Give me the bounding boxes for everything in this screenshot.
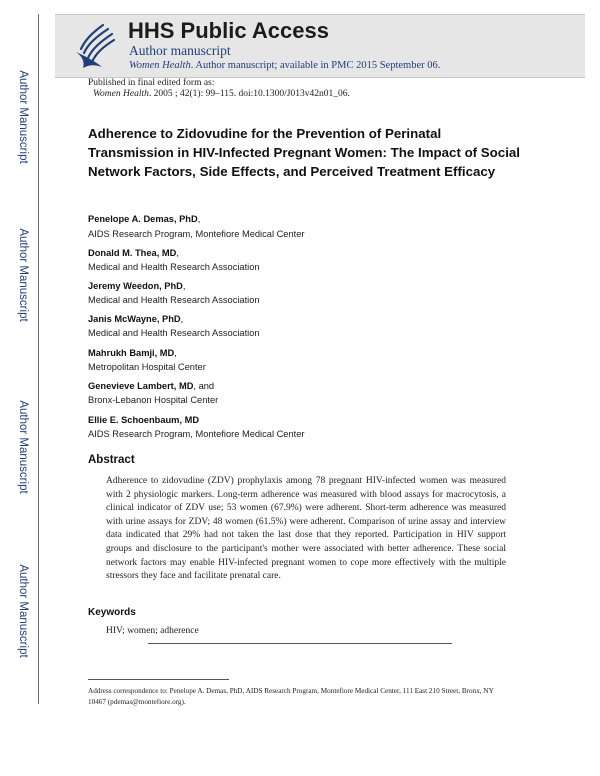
margin-rule <box>38 14 39 704</box>
hhs-eagle-logo-icon <box>70 18 118 72</box>
author-manuscript-label: Author manuscript <box>129 43 231 58</box>
side-label-author-manuscript: Author Manuscript <box>17 70 29 164</box>
author-name: Genevieve Lambert, MD, and <box>88 381 215 391</box>
published-in-line: Published in final edited form as: <box>88 78 215 88</box>
article-title: Adherence to Zidovudine for the Prevention of Perinatal Transmission in HIV-Infected Pregnant Women: The Impact of Social Network Factors, Side Effects, and Perceived Treatment Efficacy <box>88 126 520 179</box>
side-label-author-manuscript: Author Manuscript <box>17 564 29 658</box>
author-affiliation: Metropolitan Hospital Center <box>88 362 206 372</box>
footnote-divider <box>88 679 229 680</box>
keywords-text: HIV; women; adherence <box>106 626 199 636</box>
journal-availability: Women Health. Author manuscript; available in PMC 2015 September 06. <box>129 60 441 71</box>
correspondence-footnote: Address correspondence to: Penelope A. Demas, PhD, AIDS Research Program, Montefiore Medical Center, 111 East 210 Street, Bronx, NY 10467 (pdemas@montefiore.org). <box>88 687 494 706</box>
author-name: Penelope A. Demas, PhD, <box>88 214 201 224</box>
author-name: Donald M. Thea, MD, <box>88 248 179 258</box>
keywords-divider <box>148 643 452 644</box>
author-affiliation: AIDS Research Program, Montefiore Medical Center <box>88 229 305 239</box>
journal-name: Women Health <box>129 60 191 71</box>
side-label-author-manuscript: Author Manuscript <box>17 400 29 494</box>
side-label-author-manuscript: Author Manuscript <box>17 228 29 322</box>
author-affiliation: Medical and Health Research Association <box>88 328 260 338</box>
author-affiliation: AIDS Research Program, Montefiore Medical Center <box>88 429 305 439</box>
citation-journal: Women Health <box>93 89 149 99</box>
author-affiliation: Medical and Health Research Association <box>88 295 260 305</box>
author-affiliation: Bronx-Lebanon Hospital Center <box>88 395 219 405</box>
keywords-heading: Keywords <box>88 607 136 618</box>
citation-line: Women Health. 2005 ; 42(1): 99–115. doi:10.1300/J013v42n01_06. <box>93 89 350 99</box>
author-name: Jeremy Weedon, PhD, <box>88 281 186 291</box>
author-name: Janis McWayne, PhD, <box>88 314 184 324</box>
author-affiliation: Medical and Health Research Association <box>88 262 260 272</box>
author-name: Ellie E. Schoenbaum, MD <box>88 415 200 425</box>
abstract-text: Adherence to zidovudine (ZDV) prophylaxis among 78 pregnant HIV-infected women was measured with 2 physiologic markers. Long-term adherence was measured with blood assays for macrocytosis, a clinical indicator of ZDV use; 53 women (67.9%) were adherent. Short-term adherence was measured with urine assays for ZDV; 48 women (61.5%) were adherent. Comparison of urine assay and interview data indicated that 29% had not taken the last dose that they reported. Participation in HIV support groups and disclosure to the participant's mother were associated with better adherence. These social network factors may enable HIV-infected pregnant women to cope more effectively with the multiple stressors they face and facilitate prenatal care. <box>106 476 506 582</box>
author-name: Mahrukh Bamji, MD, <box>88 348 177 358</box>
abstract-heading: Abstract <box>88 454 135 466</box>
hhs-public-access-title: HHS Public Access <box>128 18 329 43</box>
